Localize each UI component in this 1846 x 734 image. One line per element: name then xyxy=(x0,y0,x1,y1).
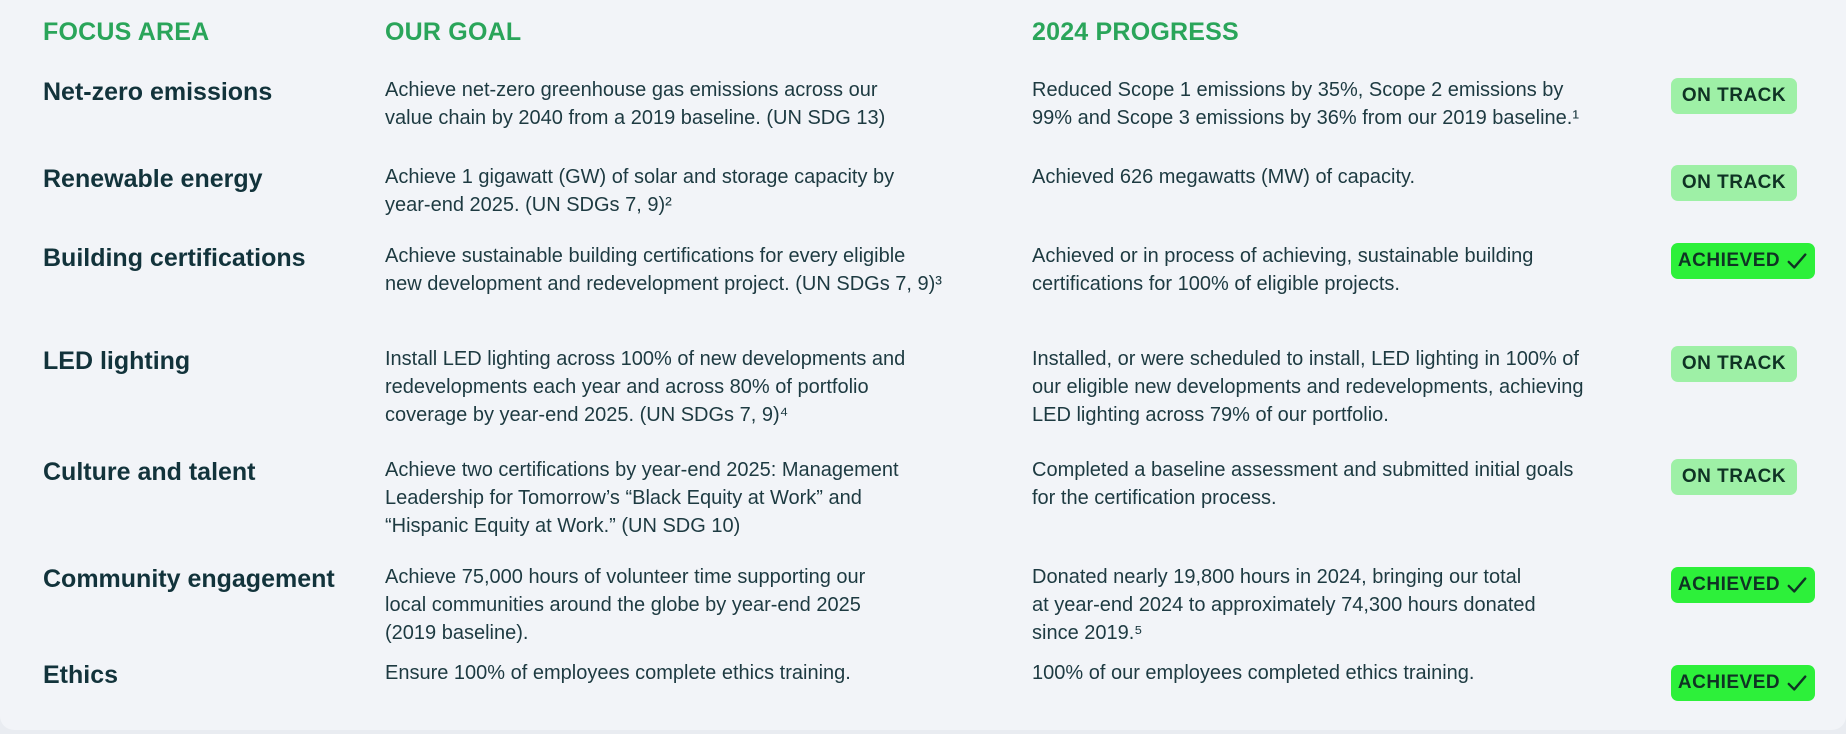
focus-area-label: Culture and talent xyxy=(43,458,256,486)
focus-area-label: Net-zero emissions xyxy=(43,78,273,106)
goal-line: Achieve two certifications by year-end 2025: Management xyxy=(385,459,899,481)
goal-text xyxy=(385,563,995,647)
goal-line: Leadership for Tomorrow’s “Black Equity at Work” and xyxy=(385,487,862,509)
progress-line: our eligible new developments and redevelopments, achieving xyxy=(1032,376,1584,398)
checkmark-icon xyxy=(1786,574,1808,596)
goal-line: Achieve 75,000 hours of volunteer time supporting our xyxy=(385,566,866,588)
header-our-goal: OUR GOAL xyxy=(385,18,522,46)
status-label: ACHIEVED xyxy=(1677,250,1781,271)
status-label: ON TRACK xyxy=(1681,85,1787,106)
progress-text xyxy=(1032,563,1652,647)
progress-line: for the certification process. xyxy=(1032,487,1277,509)
goal-line: Achieve 1 gigawatt (GW) of solar and storage capacity by xyxy=(385,166,895,188)
progress-text xyxy=(1032,242,1652,298)
progress-text xyxy=(1032,456,1652,512)
progress-line: Completed a baseline assessment and submitted initial goals xyxy=(1032,459,1574,481)
goal-line: Ensure 100% of employees complete ethics training. xyxy=(385,662,851,684)
status-badge xyxy=(1671,459,1797,495)
goal-text xyxy=(385,242,995,298)
status-badge xyxy=(1671,243,1815,279)
progress-line: Achieved or in process of achieving, sustainable building xyxy=(1032,245,1534,267)
progress-line: certifications for 100% of eligible projects. xyxy=(1032,273,1400,295)
goal-text xyxy=(385,163,995,219)
status-label: ON TRACK xyxy=(1681,172,1787,193)
status-badge xyxy=(1671,165,1797,201)
progress-line: Reduced Scope 1 emissions by 35%, Scope 2 emissions by xyxy=(1032,79,1564,101)
goal-line: Install LED lighting across 100% of new developments and xyxy=(385,348,906,370)
goal-text xyxy=(385,659,995,687)
goal-line: “Hispanic Equity at Work.” (UN SDG 10) xyxy=(385,515,741,537)
goal-line: year-end 2025. (UN SDGs 7, 9)² xyxy=(385,194,672,216)
goal-line: value chain by 2040 from a 2019 baseline. (UN SDG 13) xyxy=(385,107,886,129)
progress-line: Installed, or were scheduled to install, LED lighting in 100% of xyxy=(1032,348,1579,370)
focus-area-label: Building certifications xyxy=(43,244,306,272)
checkmark-icon xyxy=(1786,250,1808,272)
progress-line: since 2019.⁵ xyxy=(1032,622,1143,644)
progress-line: 100% of our employees completed ethics training. xyxy=(1032,662,1475,684)
status-label: ACHIEVED xyxy=(1677,574,1781,595)
goal-line: new development and redevelopment project. (UN SDGs 7, 9)³ xyxy=(385,273,942,295)
progress-line: at year-end 2024 to approximately 74,300 hours donated xyxy=(1032,594,1536,616)
status-label: ACHIEVED xyxy=(1677,672,1781,693)
progress-text xyxy=(1032,345,1652,429)
header-2024-progress: 2024 PROGRESS xyxy=(1032,18,1239,46)
checkmark-icon xyxy=(1786,672,1808,694)
progress-line: Donated nearly 19,800 hours in 2024, bringing our total xyxy=(1032,566,1522,588)
focus-area-label: Community engagement xyxy=(43,565,335,593)
status-badge xyxy=(1671,665,1815,701)
goal-text xyxy=(385,76,995,132)
status-label: ON TRACK xyxy=(1681,353,1787,374)
goal-line: local communities around the globe by year-end 2025 xyxy=(385,594,861,616)
progress-line: LED lighting across 79% of our portfolio. xyxy=(1032,404,1389,426)
status-label: ON TRACK xyxy=(1681,466,1787,487)
status-badge xyxy=(1671,346,1797,382)
progress-text xyxy=(1032,659,1652,687)
goal-line: Achieve net-zero greenhouse gas emissions across our xyxy=(385,79,878,101)
focus-area-label: Ethics xyxy=(43,661,119,689)
goal-line: redevelopments each year and across 80% of portfolio xyxy=(385,376,869,398)
status-badge xyxy=(1671,567,1815,603)
goal-text xyxy=(385,345,995,429)
goal-line: Achieve sustainable building certifications for every eligible xyxy=(385,245,906,267)
progress-line: Achieved 626 megawatts (MW) of capacity. xyxy=(1032,166,1416,188)
goal-line: (2019 baseline). xyxy=(385,622,529,644)
progress-text xyxy=(1032,76,1652,132)
goal-text xyxy=(385,456,995,540)
progress-line: 99% and Scope 3 emissions by 36% from our 2019 baseline.¹ xyxy=(1032,107,1579,129)
status-badge xyxy=(1671,78,1797,114)
focus-area-label: Renewable energy xyxy=(43,165,263,193)
progress-text xyxy=(1032,163,1652,191)
focus-area-label: LED lighting xyxy=(43,347,191,375)
goal-line: coverage by year-end 2025. (UN SDGs 7, 9)⁴ xyxy=(385,404,789,426)
header-focus-area: FOCUS AREA xyxy=(43,18,210,46)
